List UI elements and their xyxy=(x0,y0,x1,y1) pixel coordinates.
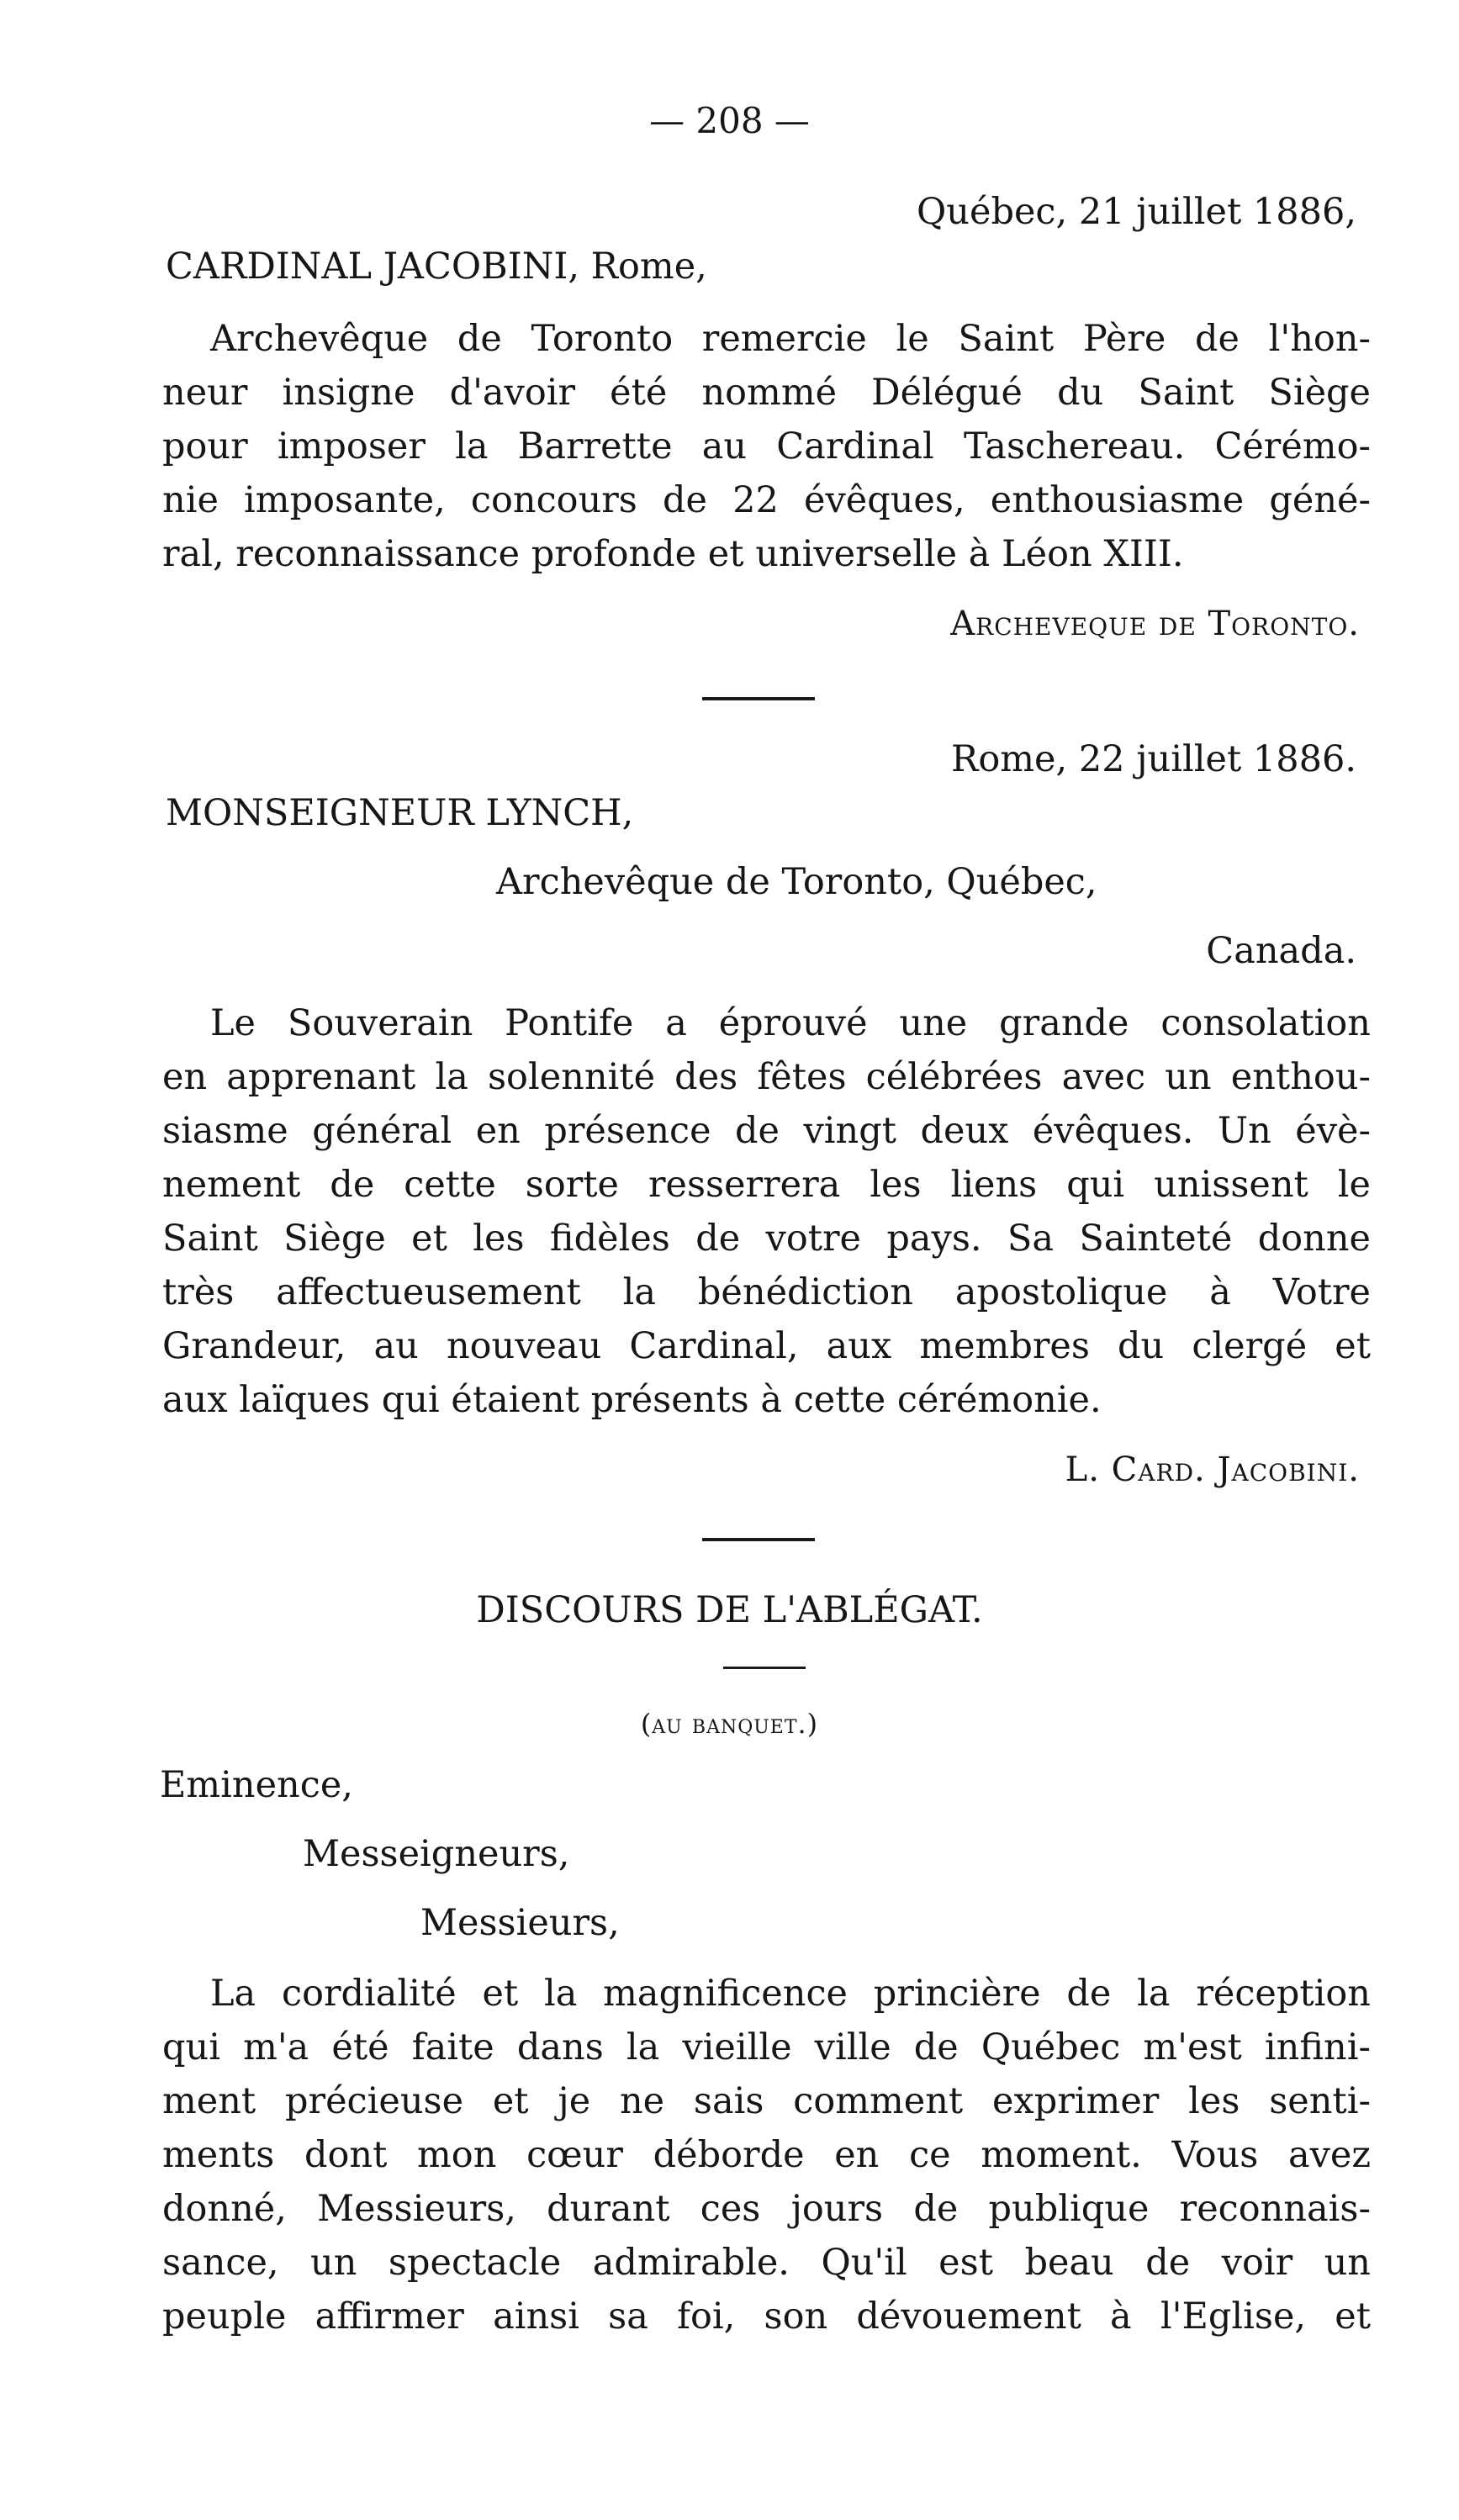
letter2-line: Saint Siège et les fidèles de votre pays. Sa Sainteté donne xyxy=(162,1218,1371,1260)
section-title: DISCOURS DE L'ABLÉGAT. xyxy=(476,1589,983,1631)
letter2-line: en apprenant la solennité des fêtes célébrées avec un enthou- xyxy=(162,1056,1371,1098)
salutation: Messieurs, xyxy=(420,1902,620,1944)
discours-line: qui m'a été faite dans la vieille ville de Québec m'est infini- xyxy=(162,2026,1371,2068)
salutation: Messeigneurs, xyxy=(303,1833,570,1875)
letter1-line: Archevêque de Toronto remercie le Saint Père de l'hon- xyxy=(210,318,1371,360)
discours-line: peuple affirmer ainsi sa foi, son dévouement à l'Eglise, et xyxy=(162,2295,1371,2338)
letter2-line: très affectueusement la bénédiction apostolique à Votre xyxy=(162,1271,1371,1313)
section-subtitle: (au banquet.) xyxy=(640,1708,819,1740)
letter2-line: Grandeur, au nouveau Cardinal, aux membres du clergé et xyxy=(162,1325,1371,1367)
letter1-line: ral, reconnaissance profonde et universelle à Léon XIII. xyxy=(162,533,1184,575)
letter2-line: siasme général en présence de vingt deux évêques. Un évè- xyxy=(162,1110,1371,1152)
letter1-line: neur insigne d'avoir été nommé Délégué du Saint Siège xyxy=(162,372,1371,414)
discours-line: ments dont mon cœur déborde en ce moment. Vous avez xyxy=(162,2134,1371,2176)
letter2-dateline: Rome, 22 juillet 1886. xyxy=(951,738,1356,780)
letter1-line: nie imposante, concours de 22 évêques, enthousiasme géné- xyxy=(162,479,1371,521)
letter1-dateline: Québec, 21 juillet 1886, xyxy=(917,191,1356,233)
page-number: — 208 — xyxy=(649,100,810,141)
letter1-recipient: CARDINAL JACOBINI, Rome, xyxy=(166,246,707,288)
discours-line: La cordialité et la magnificence princière de la réception xyxy=(210,1973,1371,2015)
letter2-line: Le Souverain Pontife a éprouvé une grande consolation xyxy=(210,1002,1371,1044)
letter2-signature: L. Card. Jacobini. xyxy=(1065,1450,1360,1489)
letter1-line: pour imposer la Barrette au Cardinal Taschereau. Cérémo- xyxy=(162,425,1371,468)
discours-line: donné, Messieurs, durant ces jours de publique reconnais- xyxy=(162,2188,1371,2230)
title-underline xyxy=(723,1667,806,1669)
letter2-recipient: MONSEIGNEUR LYNCH, xyxy=(166,792,634,834)
letter1-signature: Archeveque de Toronto. xyxy=(950,605,1360,643)
letter2-address: Archevêque de Toronto, Québec, xyxy=(496,861,1097,903)
letter2-country: Canada. xyxy=(1206,930,1356,972)
salutation: Eminence, xyxy=(160,1764,353,1806)
discours-line: sance, un spectacle admirable. Qu'il est beau de voir un xyxy=(162,2242,1371,2284)
discours-line: ment précieuse et je ne sais comment exprimer les senti- xyxy=(162,2080,1371,2122)
letter2-line: aux laïques qui étaient présents à cette cérémonie. xyxy=(162,1379,1102,1421)
section-divider xyxy=(702,697,815,700)
letter2-line: nement de cette sorte resserrera les liens qui unissent le xyxy=(162,1164,1371,1206)
section-divider xyxy=(702,1538,815,1541)
